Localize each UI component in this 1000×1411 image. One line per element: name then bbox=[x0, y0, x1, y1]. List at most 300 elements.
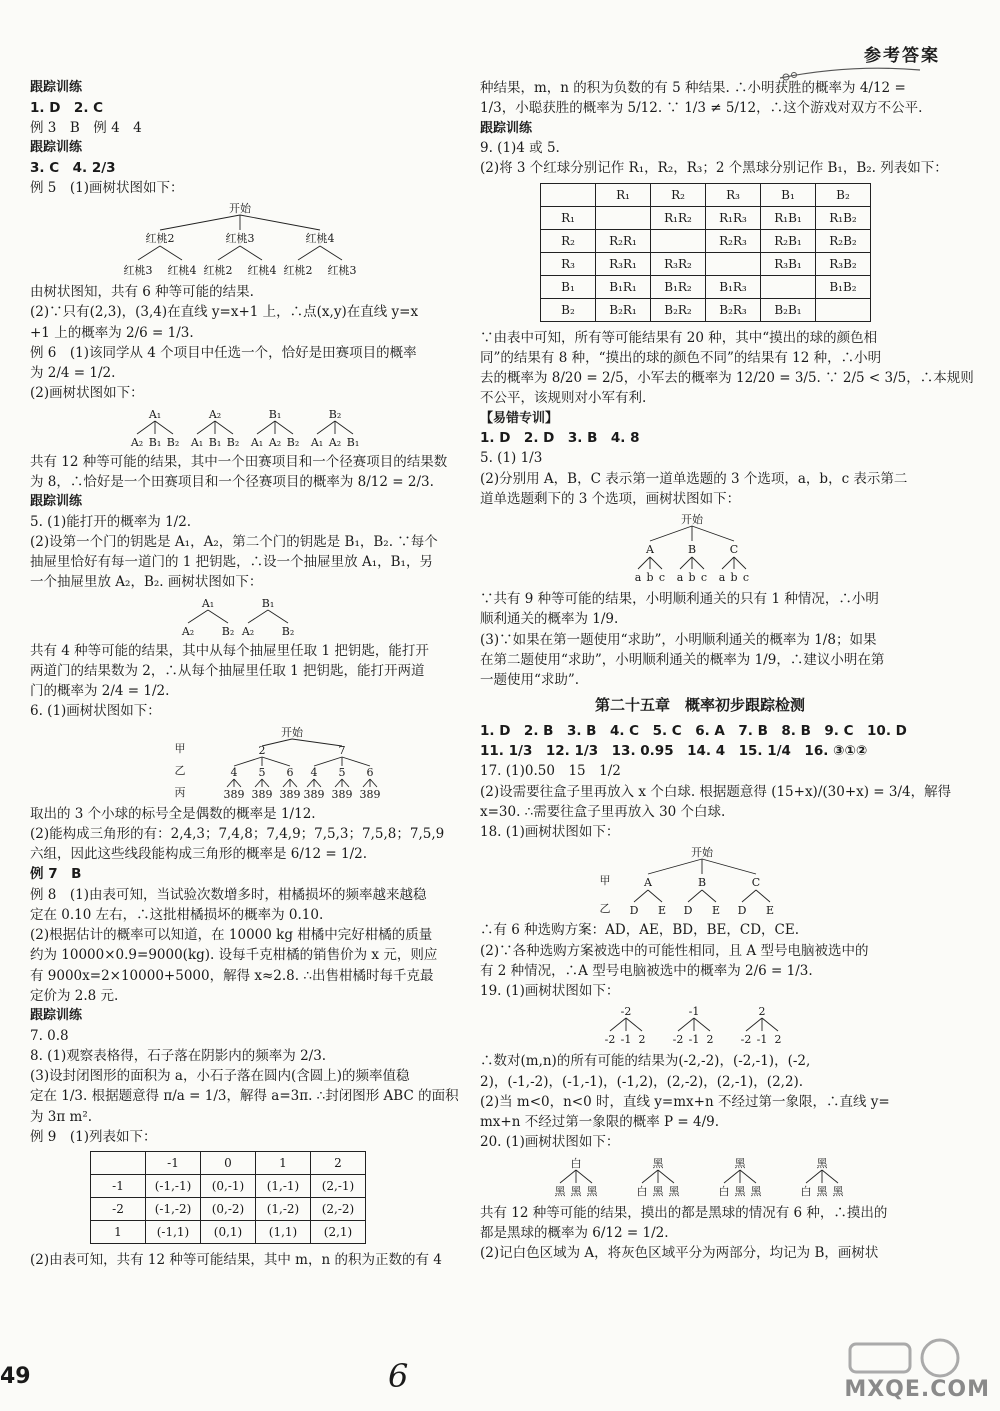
tree-node-label: B bbox=[687, 543, 697, 556]
answer-line: 共有 12 种等可能的结果，其中一个田赛项目和一个径赛项目的结果数 bbox=[30, 453, 448, 470]
tree-leaf-label: c bbox=[742, 571, 750, 584]
table-cell: B₂ bbox=[541, 298, 596, 321]
answer-line: 不公平，该规则对小军有利. bbox=[480, 390, 647, 407]
tree-branch bbox=[746, 1018, 762, 1031]
tree-diagram bbox=[30, 200, 458, 280]
table-cell bbox=[651, 229, 706, 252]
tree-branch bbox=[137, 421, 155, 434]
answer-line: 7. 0.8 bbox=[30, 1027, 69, 1044]
answer-line: (2)设第一个门的钥匙是 A₁，A₂，第二个门的钥匙是 B₁，B₂. ∵每个 bbox=[30, 533, 438, 550]
tree-leaf-label: -1 bbox=[620, 1033, 632, 1047]
table-cell: R₂ bbox=[651, 183, 706, 206]
tree-branch bbox=[724, 1170, 740, 1183]
table-cell: B₁R₁ bbox=[596, 275, 651, 298]
tree-diagram bbox=[480, 511, 920, 587]
tree-leaf-label: 白 bbox=[718, 1184, 730, 1198]
table-cell bbox=[761, 275, 816, 298]
answer-line: 例 6 (1)该同学从 4 个项目中任选一个，恰好是田赛项目的概率 bbox=[30, 344, 417, 361]
answer-line: 为 2/4 = 1/2. bbox=[30, 365, 116, 381]
table-cell: (-1,1) bbox=[146, 1221, 201, 1244]
tree-node-label: 5 bbox=[338, 765, 346, 779]
tree-leaf-label: 8 bbox=[258, 787, 266, 801]
tree-leaf-label: 9 bbox=[373, 787, 381, 801]
answer-line: 为 3π m². bbox=[30, 1108, 93, 1125]
table-cell: -2 bbox=[91, 1198, 146, 1221]
answer-line: x=30. ∴需要往盒子里再放入 30 个白球. bbox=[480, 803, 726, 820]
tree-node-label: A₂ bbox=[208, 407, 222, 421]
tree-leaf-label: a bbox=[676, 571, 684, 584]
answer-line: 例 5 (1)画树状图如下： bbox=[30, 179, 184, 196]
tree-leaf-label: B₁ bbox=[208, 435, 222, 449]
tree-branch bbox=[218, 246, 240, 260]
tree-branch bbox=[155, 421, 173, 434]
table-cell: (0,1) bbox=[201, 1221, 256, 1244]
tree-branch bbox=[634, 890, 648, 902]
tree-branch bbox=[626, 1018, 642, 1031]
tree-branch bbox=[734, 557, 746, 569]
tree-leaf-label: -2 bbox=[672, 1033, 684, 1047]
answer-line: 有 2 种情况，∴A 型号电脑被选中的概率为 2/6 = 1/3. bbox=[480, 962, 813, 979]
tree-branch bbox=[320, 246, 342, 260]
table-row bbox=[541, 298, 871, 321]
tree-leaf-label: 8 bbox=[310, 787, 318, 801]
table-cell: R₃B₂ bbox=[816, 252, 871, 275]
answer-line: 都是黑球的概率为 6/12 = 1/2. bbox=[480, 1224, 669, 1241]
answer-line: 1. D 2. C bbox=[30, 99, 104, 116]
tree-leaf-label: -2 bbox=[604, 1033, 616, 1047]
table-cell: (0,-2) bbox=[201, 1198, 256, 1221]
tree-leaf-label: D bbox=[737, 904, 747, 918]
tree-leaf-label: 9 bbox=[237, 787, 245, 801]
answer-line: (2)∵各种选购方案被选中的可能性相同，且 A 型号电脑被选中的 bbox=[480, 942, 869, 959]
table-row bbox=[541, 183, 871, 206]
tree-leaf-label: -1 bbox=[688, 1033, 700, 1047]
tree-branch bbox=[188, 610, 208, 623]
table-cell: (1,1) bbox=[256, 1221, 311, 1244]
answer-line: (2)设需要往盒子里再放入 x 个白球. 根据题意得 (15+x)/(30+x) = 3/4，解得 bbox=[480, 783, 952, 800]
table-cell: R₂R₁ bbox=[596, 229, 651, 252]
tree-leaf-label: 黑 bbox=[832, 1184, 844, 1198]
tree-branch bbox=[317, 421, 335, 434]
tree-node-label: 红桃3 bbox=[225, 232, 255, 245]
table-cell: R₃ bbox=[541, 252, 596, 275]
table-cell: R₂B₁ bbox=[761, 229, 816, 252]
tree-branch bbox=[197, 421, 215, 434]
tree-node-label: 2 bbox=[758, 1005, 766, 1019]
tree-node-label: 6 bbox=[366, 765, 374, 779]
tree-branch bbox=[234, 757, 262, 766]
answer-line: (2)∵只有(2,3)，(3,4)在直线 y=x+1 上，∴点(x,y)在直线 y=x bbox=[30, 304, 419, 321]
section-heading: 跟踪训练 bbox=[30, 1008, 83, 1023]
tree-leaf-label: B₂ bbox=[286, 435, 300, 449]
tree-leaf-label: 9 bbox=[265, 787, 273, 801]
tree-leaf-label: 8 bbox=[338, 787, 346, 801]
answer-line: 共有 12 种等可能的结果，摸出的都是黑球的情况有 6 种，∴摸出的 bbox=[480, 1204, 888, 1221]
tree-node-label: 白 bbox=[570, 1156, 582, 1170]
table-cell: R₁R₂ bbox=[651, 206, 706, 229]
table-cell: B₂R₃ bbox=[706, 298, 761, 321]
tree-leaf-label: A₁ bbox=[190, 435, 204, 449]
handwritten-mark: 6 bbox=[388, 1357, 409, 1395]
answer-line: 6. (1)画树状图如下： bbox=[30, 703, 161, 720]
tree-leaf-label: 2 bbox=[774, 1033, 782, 1047]
table-cell: B₂B₁ bbox=[761, 298, 816, 321]
tree-leaf-label: A₂ bbox=[328, 435, 342, 449]
table-cell: 1 bbox=[256, 1152, 311, 1175]
tree-branch bbox=[702, 859, 756, 874]
tree-leaf-label: 红桃3 bbox=[123, 264, 153, 277]
tree-leaf-label: 黑 bbox=[734, 1184, 746, 1198]
tree-node-label: 红桃4 bbox=[305, 232, 335, 245]
tree-branch bbox=[262, 739, 292, 746]
answer-line: 例 3 B 例 4 4 bbox=[30, 119, 142, 136]
tree-leaf-label: 白 bbox=[800, 1184, 812, 1198]
tree-branch bbox=[215, 421, 233, 434]
table-row bbox=[541, 229, 871, 252]
tree-branch bbox=[240, 215, 320, 230]
answer-line: 去的概率为 8/20 = 2/5，小军去的概率为 12/20 = 3/5. ∵ 2/5 < 3/5，∴本规则 bbox=[480, 370, 974, 386]
table-cell: R₂B₂ bbox=[816, 229, 871, 252]
tree-row-label: 丙 bbox=[174, 785, 186, 799]
table-cell: B₂R₂ bbox=[651, 298, 706, 321]
tree-leaf-label: A₂ bbox=[241, 624, 255, 638]
answer-line: 门的概率为 2/4 = 1/2. bbox=[30, 683, 170, 699]
table-cell: R₂R₃ bbox=[706, 229, 761, 252]
watermark-logo bbox=[790, 1336, 990, 1406]
left-column bbox=[30, 78, 458, 1270]
tree-node-label: 红桃2 bbox=[145, 232, 175, 245]
answer-line: (2)画树状图如下： bbox=[30, 385, 144, 402]
table-cell: R₁B₂ bbox=[816, 206, 871, 229]
tree-leaf-label: a bbox=[718, 571, 726, 584]
tree-branch bbox=[560, 1170, 576, 1183]
tree-node-label: 7 bbox=[338, 743, 346, 757]
tree-branch bbox=[335, 779, 342, 787]
tree-branch bbox=[370, 779, 377, 787]
tree-leaf-label: 3 bbox=[279, 787, 287, 801]
table-row bbox=[91, 1221, 366, 1244]
table-cell: 1 bbox=[91, 1221, 146, 1244]
table-cell: R₃B₁ bbox=[761, 252, 816, 275]
tree-root-label: 开始 bbox=[691, 846, 713, 860]
table-cell: (2,-2) bbox=[311, 1198, 366, 1221]
tree-leaf-label: A₁ bbox=[310, 435, 324, 449]
tree-branch bbox=[576, 1170, 592, 1183]
tree-node-label: A₁ bbox=[201, 596, 215, 610]
tree-branch bbox=[290, 779, 297, 787]
answer-line: 9. (1)4 或 5. bbox=[480, 140, 560, 156]
answer-line: 同”的结果有 8 种，“摸出的球的颜色不同”的结果有 12 种，∴小明 bbox=[480, 349, 882, 366]
watermark-text: MXQE.COM bbox=[844, 1377, 990, 1402]
tree-leaf-label: b bbox=[688, 571, 696, 584]
tree-leaf-label: B₂ bbox=[226, 435, 240, 449]
tree-branch bbox=[255, 779, 262, 787]
table-cell: (2,-1) bbox=[311, 1175, 366, 1198]
tree-node-label: 黑 bbox=[652, 1156, 664, 1170]
tree-branch bbox=[694, 1018, 710, 1031]
tree-leaf-label: 8 bbox=[286, 787, 294, 801]
tree-branch bbox=[292, 739, 342, 746]
tree-leaf-label: 黑 bbox=[554, 1184, 566, 1198]
tree-branch bbox=[160, 215, 240, 230]
tree-node-label: 2 bbox=[258, 743, 266, 757]
tree-branch bbox=[610, 1018, 626, 1031]
answer-line: 17. (1)0.50 15 1/2 bbox=[480, 763, 621, 780]
table-cell: R₁ bbox=[541, 206, 596, 229]
tree-branch bbox=[248, 610, 268, 623]
tree-leaf-label: a bbox=[634, 571, 642, 584]
tree-branch bbox=[342, 779, 349, 787]
answer-line: 六组，因此这些线段能构成三角形的概率是 6/12 = 1/2. bbox=[30, 846, 368, 862]
tree-branch bbox=[658, 1170, 674, 1183]
answer-line: 3. C 4. 2/3 bbox=[30, 159, 116, 176]
tree-node-label: B bbox=[697, 876, 707, 890]
tree-row-label: 甲 bbox=[174, 741, 186, 755]
chapter-title: 第二十五章 概率初步跟踪检测 bbox=[594, 696, 805, 715]
answer-line: 由树状图知，共有 6 种等可能的结果. bbox=[30, 284, 254, 300]
tree-branch bbox=[722, 557, 734, 569]
tree-branch bbox=[314, 757, 342, 766]
tree-node-label: -1 bbox=[688, 1005, 700, 1019]
outcome-table bbox=[540, 183, 871, 322]
tree-branch bbox=[650, 557, 662, 569]
section-heading: 跟踪训练 bbox=[30, 140, 83, 155]
answer-line: 道单选题剩下的 3 个选项，画树状图如下： bbox=[480, 490, 741, 507]
tree-branch bbox=[257, 421, 275, 434]
answer-line: 8. (1)观察表格得，石子落在阴影内的频率为 2/3. bbox=[30, 1047, 327, 1064]
answer-line: 取出的 3 个小球的标号全是偶数的概率是 1/12. bbox=[30, 805, 316, 822]
answer-line: (2)由表可知，共有 12 种等可能结果，其中 m，n 的积为正数的有 4 bbox=[30, 1252, 442, 1268]
section-heading: 跟踪训练 bbox=[30, 494, 83, 509]
answer-line: ∴数对(m,n)的所有可能的结果为(-2,-2)，(-2,-1)，(-2, bbox=[480, 1053, 811, 1070]
answer-line: 在第二题使用“求助”，小明顺利通关的概率为 1/9，∴建议小明在第 bbox=[480, 651, 885, 668]
table-cell: R₃ bbox=[706, 183, 761, 206]
tree-branch bbox=[234, 779, 241, 787]
table-cell bbox=[596, 206, 651, 229]
tree-node-label: B₁ bbox=[268, 407, 282, 421]
tree-leaf-label: 黑 bbox=[750, 1184, 762, 1198]
tree-leaf-label: b bbox=[730, 571, 738, 584]
tree-leaf-label: 红桃4 bbox=[247, 264, 277, 277]
tree-leaf-label: 3 bbox=[359, 787, 367, 801]
tree-leaf-label: 8 bbox=[230, 787, 238, 801]
tree-leaf-label: B₂ bbox=[221, 624, 235, 638]
tree-branch bbox=[138, 246, 160, 260]
tree-branch bbox=[307, 779, 314, 787]
tree-leaf-label: 3 bbox=[303, 787, 311, 801]
answer-key-badge: 参考答案 bbox=[864, 46, 940, 66]
tree-leaf-label: 3 bbox=[331, 787, 339, 801]
answer-line: 20. (1)画树状图如下： bbox=[480, 1134, 620, 1151]
tree-diagram bbox=[30, 724, 458, 802]
tree-leaf-label: B₁ bbox=[148, 435, 162, 449]
tree-leaf-label: 黑 bbox=[570, 1184, 582, 1198]
answer-line: mx+n 不经过第一象限的概率 P = 4/9. bbox=[480, 1114, 719, 1130]
tree-branch bbox=[262, 779, 269, 787]
tree-row-label: 乙 bbox=[174, 763, 186, 777]
answer-line: 共有 4 种等可能的结果，其中从每个抽屉里任取 1 把钥匙，能打开 bbox=[30, 642, 429, 659]
table-cell: -1 bbox=[146, 1152, 201, 1175]
tree-diagram bbox=[480, 1003, 920, 1049]
table-row bbox=[541, 252, 871, 275]
answer-line: 一个抽屉里放 A₂，B₂. 画树状图如下： bbox=[30, 574, 263, 591]
table-cell: B₁R₃ bbox=[706, 275, 761, 298]
tree-row-label: 甲 bbox=[599, 874, 611, 888]
answer-line: ∵由表中可知，所有等可能结果有 20 种，其中“摸出的球的颜色相 bbox=[480, 329, 878, 346]
tree-leaf-label: 9 bbox=[317, 787, 325, 801]
tree-branch bbox=[692, 526, 734, 541]
tree-branch bbox=[275, 421, 293, 434]
tree-leaf-label: c bbox=[700, 571, 708, 584]
tree-branch bbox=[335, 421, 353, 434]
tree-root-label: 开始 bbox=[281, 725, 303, 739]
tree-diagram bbox=[480, 844, 920, 918]
tree-branch bbox=[268, 610, 288, 623]
tree-leaf-label: 红桃2 bbox=[203, 264, 233, 277]
tree-branch bbox=[363, 779, 370, 787]
answer-line: 定价为 2.8 元. bbox=[30, 987, 119, 1004]
answer-line: (3)∵如果在第一题使用“求助”，小明顺利通关的概率为 1/8；如果 bbox=[480, 631, 877, 648]
tree-leaf-label: B₂ bbox=[281, 624, 295, 638]
answer-line: +1 上的概率为 2/6 = 1/3. bbox=[30, 324, 194, 341]
tree-leaf-label: A₂ bbox=[130, 435, 144, 449]
table-cell: (2,1) bbox=[311, 1221, 366, 1244]
tree-branch bbox=[314, 779, 321, 787]
tree-branch bbox=[648, 859, 702, 874]
answer-line: (2)分别用 A，B，C 表示第一道单选题的 3 个选项，a，b，c 表示第二 bbox=[480, 470, 908, 487]
table-cell: 2 bbox=[311, 1152, 366, 1175]
tree-leaf-label: b bbox=[646, 571, 654, 584]
tree-leaf-label: -2 bbox=[740, 1033, 752, 1047]
answer-line: 种结果，m，n 的积为负数的有 5 种结果. ∴小明获胜的概率为 4/12 = bbox=[480, 80, 906, 96]
answer-line: 1/3，小聪获胜的概率为 5/12. ∵ 1/3 ≠ 5/12，∴这个游戏对双方不公平. bbox=[480, 100, 923, 117]
answer-line: 有 9000x=2×10000+5000，解得 x≈2.8. ∴出售柑橘时每千克最 bbox=[30, 967, 434, 984]
tree-leaf-label: 红桃3 bbox=[327, 264, 357, 277]
table-cell: -1 bbox=[91, 1175, 146, 1198]
tree-branch bbox=[160, 246, 182, 260]
tree-leaf-label: 9 bbox=[293, 787, 301, 801]
tree-node-label: 4 bbox=[310, 765, 318, 779]
tree-row-label: 乙 bbox=[599, 902, 611, 916]
tree-diagram bbox=[480, 1155, 920, 1201]
answer-line: 为 8，∴恰好是一个田赛项目和一个径赛项目的概率为 8/12 = 2/3. bbox=[30, 473, 434, 490]
tree-branch bbox=[678, 1018, 694, 1031]
tree-leaf-label: 2 bbox=[638, 1033, 646, 1047]
tree-node-label: B₁ bbox=[261, 596, 275, 610]
answer-line: (3)设封闭图形的面积为 a，小石子落在圆内(含圆上)的频率值稳 bbox=[30, 1068, 410, 1084]
tree-branch bbox=[208, 610, 228, 623]
table-cell bbox=[541, 183, 596, 206]
tree-leaf-label: 2 bbox=[706, 1033, 714, 1047]
outcome-table bbox=[90, 1151, 366, 1244]
answer-line: (2)根据估计的概率可以知道，在 10000 kg 柑橘中完好柑橘的质量 bbox=[30, 927, 433, 943]
tree-leaf-label: E bbox=[657, 904, 667, 918]
tree-leaf-label: D bbox=[683, 904, 693, 918]
tree-root-label: 开始 bbox=[229, 202, 251, 215]
table-row bbox=[91, 1198, 366, 1221]
answer-line: 一题使用“求助”. bbox=[480, 672, 580, 688]
table-cell: B₁ bbox=[761, 183, 816, 206]
tree-leaf-label: 黑 bbox=[652, 1184, 664, 1198]
tree-leaf-label: E bbox=[711, 904, 721, 918]
tree-leaf-label: c bbox=[658, 571, 666, 584]
tree-branch bbox=[342, 757, 370, 766]
tree-node-label: 5 bbox=[258, 765, 266, 779]
answer-line: 定在 1/3. 根据题意得 π/a = 1/3，解得 a=3π. ∴封闭图形 ABC 的面积 bbox=[30, 1088, 459, 1105]
table-row bbox=[541, 206, 871, 229]
answer-line: (2)当 m<0，n<0 时，直线 y=mx+n 不经过第一象限，∴直线 y= bbox=[480, 1093, 890, 1110]
tree-leaf-label: A₁ bbox=[250, 435, 264, 449]
tree-node-label: C bbox=[729, 543, 739, 556]
table-row bbox=[91, 1175, 366, 1198]
answer-line: 2)，(-1,-2)，(-1,-1)，(-1,2)，(2,-2)，(2,-1)，(2,2). bbox=[480, 1073, 804, 1090]
tree-leaf-label: 8 bbox=[366, 787, 374, 801]
table-cell: B₁B₂ bbox=[816, 275, 871, 298]
table-cell: R₁R₃ bbox=[706, 206, 761, 229]
tree-branch bbox=[648, 890, 662, 902]
tree-branch bbox=[822, 1170, 838, 1183]
answer-line: ∵共有 9 种等可能的结果，小明顺利通关的只有 1 种情况，∴小明 bbox=[480, 591, 879, 607]
tree-leaf-label: 3 bbox=[223, 787, 231, 801]
answer-line: 18. (1)画树状图如下： bbox=[480, 824, 620, 840]
tree-branch bbox=[688, 890, 702, 902]
tree-root-label: 开始 bbox=[681, 513, 703, 526]
table-cell: 0 bbox=[201, 1152, 256, 1175]
tree-node-label: A₁ bbox=[148, 407, 162, 421]
tree-branch bbox=[702, 890, 716, 902]
tree-leaf-label: B₂ bbox=[166, 435, 180, 449]
table-cell: B₁R₂ bbox=[651, 275, 706, 298]
tree-node-label: A bbox=[644, 876, 652, 890]
section-heading: 【易错专训】 bbox=[480, 410, 559, 426]
tree-branch bbox=[740, 1170, 756, 1183]
tree-node-label: 黑 bbox=[816, 1156, 828, 1170]
table-cell: R₁B₁ bbox=[761, 206, 816, 229]
tree-node-label: -2 bbox=[620, 1005, 632, 1019]
table-cell: (-1,-1) bbox=[146, 1175, 201, 1198]
tree-leaf-label: -1 bbox=[756, 1033, 768, 1047]
tree-branch bbox=[638, 557, 650, 569]
tree-branch bbox=[742, 890, 756, 902]
answer-line: 约为 10000×0.9=9000(kg). 设每千克柑橘的销售价为 x 元，则应 bbox=[30, 947, 438, 964]
table-cell: (1,-1) bbox=[256, 1175, 311, 1198]
tree-leaf-label: A₂ bbox=[268, 435, 282, 449]
tree-leaf-label: A₂ bbox=[181, 624, 195, 638]
answer-line: 两道门的结果数为 2，∴从每个抽屉里任取 1 把钥匙，能打开两道 bbox=[30, 662, 425, 679]
tree-diagram bbox=[30, 595, 458, 639]
table-cell bbox=[816, 298, 871, 321]
answer-line: (2)能构成三角形的有：2,4,3；7,4,8；7,4,9；7,5,3；7,5,8；7,5,9 bbox=[30, 825, 445, 842]
answer-line: (2)记白色区域为 A，将灰色区域平分为两部分，均记为 B，画树状 bbox=[480, 1245, 879, 1261]
table-cell: R₃R₁ bbox=[596, 252, 651, 275]
table-cell: R₃R₂ bbox=[651, 252, 706, 275]
answer-line: ∴有 6 种选购方案：AD，AE，BD，BE，CD，CE. bbox=[480, 922, 799, 939]
answer-line: 例 9 (1)列表如下： bbox=[30, 1128, 157, 1145]
answer-line: (2)将 3 个红球分别记作 R₁，R₂，R₃；2 个黑球分别记作 B₁，B₂. 列表如下： bbox=[480, 160, 948, 177]
tree-node-label: C bbox=[751, 876, 761, 890]
tree-branch bbox=[756, 890, 770, 902]
tree-leaf-label: E bbox=[765, 904, 775, 918]
answer-line: 19. (1)画树状图如下： bbox=[480, 983, 620, 999]
table-cell bbox=[91, 1152, 146, 1175]
tree-leaf-label: D bbox=[629, 904, 639, 918]
answer-line: 1. D 2. B 3. B 4. C 5. C 6. A 7. B 8. B 9. C 10. D bbox=[480, 722, 907, 739]
tree-leaf-label: 白 bbox=[636, 1184, 648, 1198]
right-column bbox=[480, 78, 974, 1263]
tree-diagram bbox=[30, 406, 458, 450]
tree-leaf-label: 黑 bbox=[816, 1184, 828, 1198]
tree-branch bbox=[692, 557, 704, 569]
